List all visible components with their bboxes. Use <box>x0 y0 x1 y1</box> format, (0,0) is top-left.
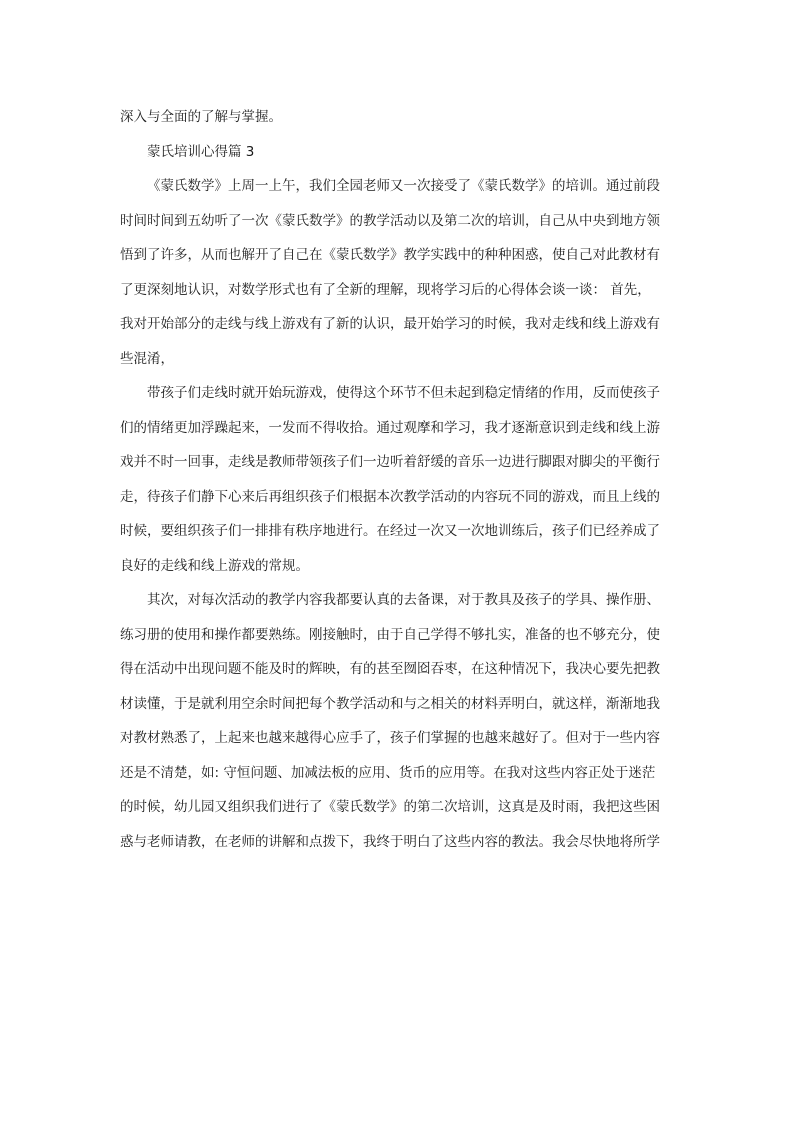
text-line: 材读懂，于是就利用空余时间把每个教学活动和与之相关的材料弄明白，就这样，渐渐地我 <box>120 695 660 712</box>
document-body <box>120 100 682 859</box>
text-line: 对教材熟悉了，上起来也越来越得心应手了，孩子们掌握的也越来越好了。但对于一些内容 <box>120 730 660 746</box>
text-line: 带孩子们走线时就开始玩游戏，使得这个环节不但未起到稳定情绪的作用，反而使孩子 <box>147 385 660 401</box>
text-line: 我对开始部分的走线与线上游戏有了新的认识，最开始学习的时候，我对走线和线上游戏有 <box>120 316 660 332</box>
text-line: 们的情绪更加浮躁起来，一发而不得收拾。通过观摩和学习，我才逐渐意识到走线和线上游 <box>120 419 660 436</box>
text-line: 的时候，幼儿园又组织我们进行了《蒙氏数学》的第二次培训，这真是及时雨，我把这些困 <box>120 799 660 815</box>
text-line: 深入与全面的了解与掌握。 <box>120 109 282 125</box>
text-line: 了更深刻地认识，对数学形式也有了全新的理解，现将学习后的心得体会谈一谈： 首先， <box>120 281 651 298</box>
text-line: 时候，要组织孩子们一排排有秩序地进行。在经过一次又一次地训练后，孩子们已经养成了 <box>120 523 660 539</box>
text-line: 走，待孩子们静下心来后再组织孩子们根据本次教学活动的内容玩不同的游戏，而且上线的 <box>120 488 660 505</box>
text-line: 良好的走线和线上游戏的常规。 <box>120 557 309 574</box>
text-line: 还是不清楚，如: 守恒问题、加减法板的应用、货币的应用等。在我对这些内容正处于迷茫 <box>120 764 656 781</box>
text-line: 《蒙氏数学》上周一上午，我们全园老师又一次接受了《蒙氏数学》的培训。通过前段 <box>147 178 660 194</box>
text-line: 其次，对每次活动的教学内容我都要认真的去备课，对于教具及孩子的学具、操作册、 <box>147 592 660 608</box>
text-line: 戏并不时一回事，走线是教师带领孩子们一边听着舒缓的音乐一边进行脚跟对脚尖的平衡行 <box>120 454 660 470</box>
text-line: 得在活动中出现问题不能及时的辉映，有的甚至囫囵吞枣，在这种情况下，我决心要先把教 <box>120 661 660 677</box>
text-line: 练习册的使用和操作都要熟练。刚接触时，由于自己学得不够扎实，准备的也不够充分，使 <box>120 626 660 643</box>
text-line: 蒙氏培训心得篇 3 <box>147 143 255 160</box>
text-line: 时间时间到五幼听了一次《蒙氏数学》的教学活动以及第二次的培训，自己从中央到地方领 <box>120 212 660 229</box>
text-line: 悟到了许多，从而也解开了自己在《蒙氏数学》教学实践中的种种困惑，使自己对此教材有 <box>120 247 660 263</box>
text-line: 些混淆， <box>120 350 174 367</box>
text-line: 惑与老师请教，在老师的讲解和点拨下，我终于明白了这些内容的教法。我会尽快地将所学 <box>120 833 660 850</box>
